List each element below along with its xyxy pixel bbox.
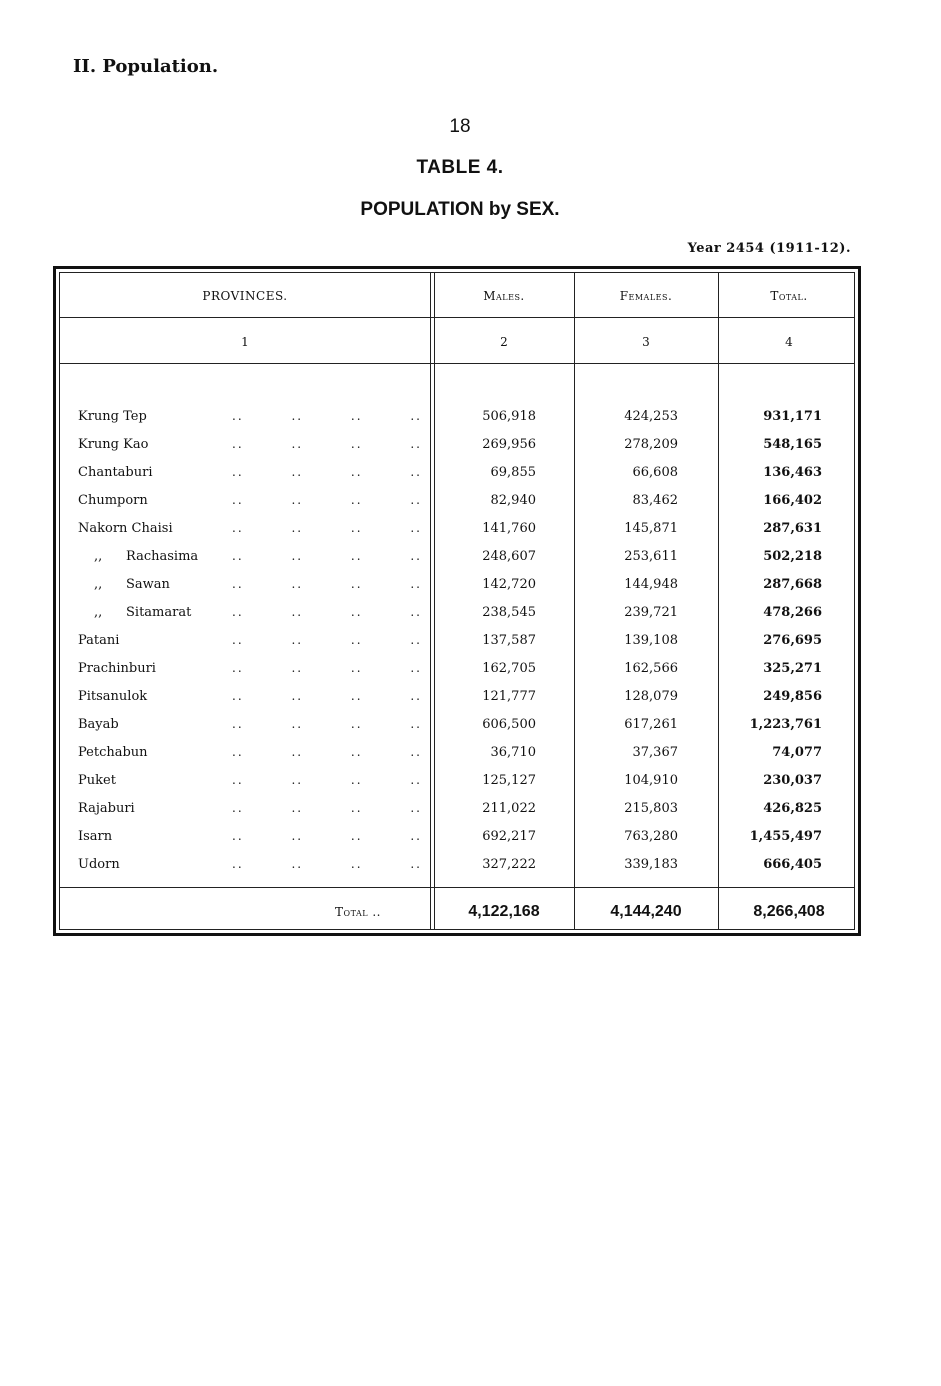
table-title: POPULATION by SEX. bbox=[360, 199, 560, 220]
ditto-mark: ,, bbox=[94, 577, 103, 592]
total-value: 230,037 bbox=[763, 773, 822, 788]
header-provinces: PROVINCES. bbox=[202, 289, 288, 303]
total-value: 666,405 bbox=[763, 857, 822, 872]
province-name: Rajaburi bbox=[78, 801, 135, 816]
header-total: Total. bbox=[770, 289, 808, 303]
column-number-rule bbox=[60, 363, 854, 364]
leader-dots: .. .. .. .. bbox=[232, 465, 422, 479]
column-number-2: 2 bbox=[500, 335, 508, 349]
province-name: Pitsanulok bbox=[78, 689, 148, 704]
total-value: 1,455,497 bbox=[749, 829, 822, 844]
header-rule bbox=[60, 317, 854, 318]
females-value: 144,948 bbox=[624, 577, 678, 592]
table-row bbox=[60, 689, 854, 717]
males-value: 238,545 bbox=[482, 605, 536, 620]
province-name: Prachinburi bbox=[78, 661, 156, 676]
leader-dots: .. .. .. .. bbox=[232, 745, 422, 759]
males-value: 141,760 bbox=[482, 521, 536, 536]
province-name: Isarn bbox=[78, 829, 113, 844]
males-value: 137,587 bbox=[482, 633, 536, 648]
table-row bbox=[60, 465, 854, 493]
leader-dots: .. .. .. .. bbox=[232, 857, 422, 871]
table-row bbox=[60, 605, 854, 633]
leader-dots: .. .. .. .. bbox=[232, 521, 422, 535]
females-value: 37,367 bbox=[632, 745, 678, 760]
total-value: 548,165 bbox=[763, 437, 822, 452]
header-females: Females. bbox=[619, 289, 673, 303]
females-value: 139,108 bbox=[624, 633, 678, 648]
males-value: 69,855 bbox=[490, 465, 536, 480]
total-value: 931,171 bbox=[763, 409, 822, 424]
leader-dots: .. .. .. .. bbox=[232, 437, 422, 451]
province-name: Bayab bbox=[78, 717, 119, 732]
females-value: 145,871 bbox=[624, 521, 678, 536]
females-value: 278,209 bbox=[624, 437, 678, 452]
leader-dots: .. .. .. .. bbox=[232, 549, 422, 563]
total-value: 478,266 bbox=[763, 605, 822, 620]
males-value: 125,127 bbox=[482, 773, 536, 788]
females-value: 66,608 bbox=[632, 465, 678, 480]
table-row bbox=[60, 801, 854, 829]
females-value: 253,611 bbox=[624, 549, 678, 564]
males-value: 269,956 bbox=[482, 437, 536, 452]
total-value: 136,463 bbox=[763, 465, 822, 480]
total-value: 325,271 bbox=[763, 661, 822, 676]
males-value: 692,217 bbox=[482, 829, 536, 844]
total-value: 74,077 bbox=[772, 745, 822, 760]
total-females: 4,144,240 bbox=[610, 903, 682, 920]
column-number-3: 3 bbox=[642, 335, 650, 349]
total-row bbox=[60, 893, 854, 933]
table-inner-frame bbox=[59, 272, 855, 930]
leader-dots: .. .. .. .. bbox=[232, 773, 422, 787]
males-value: 327,222 bbox=[482, 857, 536, 872]
females-value: 215,803 bbox=[624, 801, 678, 816]
total-value: 502,218 bbox=[763, 549, 822, 564]
leader-dots: .. .. .. .. bbox=[232, 605, 422, 619]
ditto-mark: ,, bbox=[94, 549, 103, 564]
total-males: 4,122,168 bbox=[468, 903, 540, 920]
ditto-mark: ,, bbox=[94, 605, 103, 620]
total-value: 249,856 bbox=[763, 689, 822, 704]
leader-dots: .. .. .. .. bbox=[232, 717, 422, 731]
table-row bbox=[60, 633, 854, 661]
females-value: 424,253 bbox=[624, 409, 678, 424]
females-value: 83,462 bbox=[632, 493, 678, 508]
column-number-4: 4 bbox=[785, 335, 793, 349]
females-value: 763,280 bbox=[624, 829, 678, 844]
males-value: 506,918 bbox=[482, 409, 536, 424]
females-value: 339,183 bbox=[624, 857, 678, 872]
table-row bbox=[60, 745, 854, 773]
total-value: 287,668 bbox=[763, 577, 822, 592]
leader-dots: .. .. .. .. bbox=[232, 801, 422, 815]
province-name: Petchabun bbox=[78, 745, 148, 760]
total-rule bbox=[60, 887, 854, 888]
males-value: 36,710 bbox=[490, 745, 536, 760]
table-row bbox=[60, 437, 854, 465]
females-value: 128,079 bbox=[624, 689, 678, 704]
females-value: 104,910 bbox=[624, 773, 678, 788]
total-value: 166,402 bbox=[763, 493, 822, 508]
province-name: Patani bbox=[78, 633, 120, 648]
column-number-1: 1 bbox=[241, 335, 249, 349]
table-row bbox=[60, 717, 854, 745]
leader-dots: .. .. .. .. bbox=[232, 829, 422, 843]
males-value: 162,705 bbox=[482, 661, 536, 676]
province-name: Udorn bbox=[78, 857, 120, 872]
males-value: 121,777 bbox=[482, 689, 536, 704]
province-name: ,, Sitamarat bbox=[94, 605, 192, 620]
males-value: 211,022 bbox=[482, 801, 536, 816]
males-value: 248,607 bbox=[482, 549, 536, 564]
table-row bbox=[60, 577, 854, 605]
leader-dots: .. .. .. .. bbox=[232, 493, 422, 507]
total-label: Total .. bbox=[335, 905, 381, 919]
province-name: Puket bbox=[78, 773, 116, 788]
leader-dots: .. .. .. .. bbox=[232, 409, 422, 423]
leader-dots: .. .. .. .. bbox=[232, 689, 422, 703]
males-value: 142,720 bbox=[482, 577, 536, 592]
header-males: Males. bbox=[483, 289, 525, 303]
table-row bbox=[60, 409, 854, 437]
total-value: 276,695 bbox=[763, 633, 822, 648]
total-value: 1,223,761 bbox=[749, 717, 822, 732]
males-value: 82,940 bbox=[490, 493, 536, 508]
province-name: Krung Tep bbox=[78, 409, 147, 424]
table-row bbox=[60, 773, 854, 801]
table-row bbox=[60, 857, 854, 885]
total-value: 287,631 bbox=[763, 521, 822, 536]
table-label: TABLE 4. bbox=[416, 157, 504, 178]
females-value: 162,566 bbox=[624, 661, 678, 676]
table-row bbox=[60, 521, 854, 549]
table-row bbox=[60, 549, 854, 577]
total-value: 426,825 bbox=[763, 801, 822, 816]
table-row bbox=[60, 661, 854, 689]
province-name: Nakorn Chaisi bbox=[78, 521, 173, 536]
province-name: ,, Rachasima bbox=[94, 549, 199, 564]
province-name: ,, Sawan bbox=[94, 577, 170, 592]
grand-total: 8,266,408 bbox=[753, 903, 825, 920]
leader-dots: .. .. .. .. bbox=[232, 577, 422, 591]
leader-dots: .. .. .. .. bbox=[232, 633, 422, 647]
province-name: Chumporn bbox=[78, 493, 148, 508]
leader-dots: .. .. .. .. bbox=[232, 661, 422, 675]
page-number: 18 bbox=[449, 116, 471, 137]
province-name: Krung Kao bbox=[78, 437, 149, 452]
table-row bbox=[60, 493, 854, 521]
females-value: 239,721 bbox=[624, 605, 678, 620]
females-value: 617,261 bbox=[624, 717, 678, 732]
table-row bbox=[60, 829, 854, 857]
population-table bbox=[53, 266, 861, 936]
males-value: 606,500 bbox=[482, 717, 536, 732]
year-line: Year 2454 (1911-12). bbox=[687, 241, 851, 256]
province-name: Chantaburi bbox=[78, 465, 153, 480]
section-header: II. Population. bbox=[73, 56, 219, 77]
